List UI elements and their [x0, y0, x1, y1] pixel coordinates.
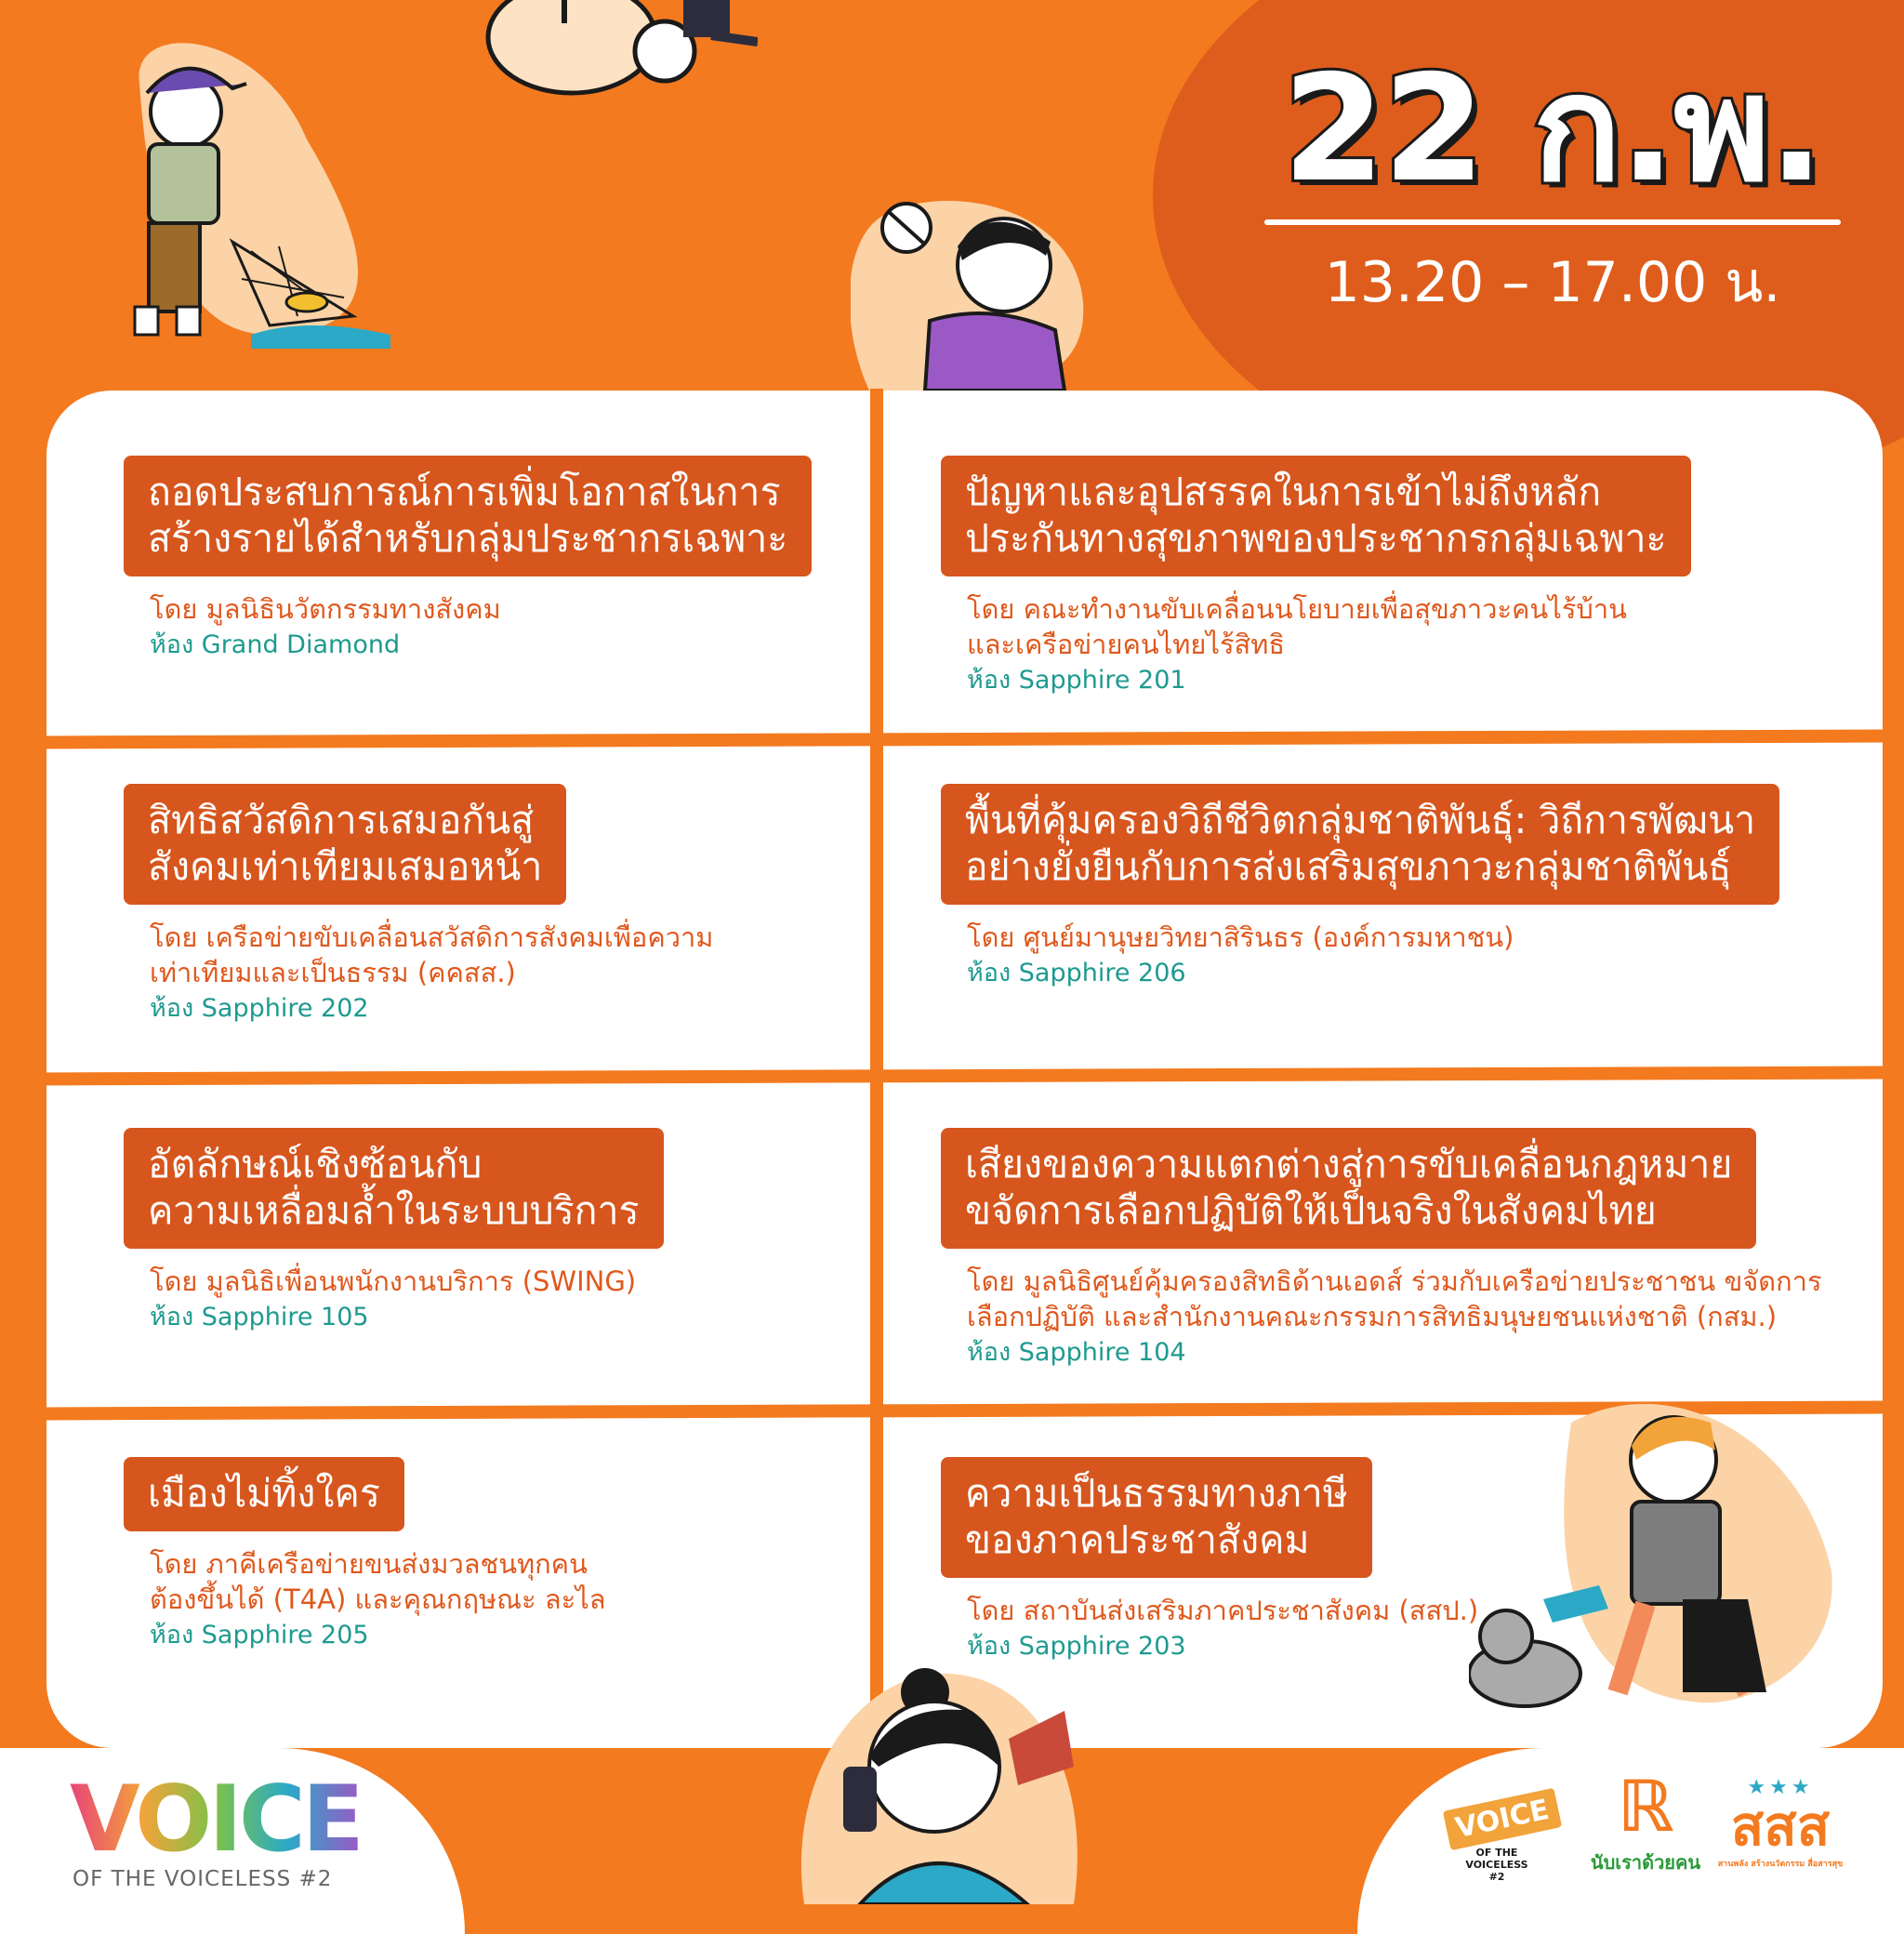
session-room: ห้อง Sapphire 202 [150, 994, 369, 1023]
deaf-person-illustration [851, 191, 1102, 391]
voice-badge-subtitle: OF THE VOICELESS [1465, 1847, 1528, 1871]
voice-logo-text: VOICE [70, 1767, 361, 1873]
session-title: ปัญหาและอุปสรรคในการเข้าไม่ถึงหลัก ประกันทางสุขภาพของประชากรกลุ่มเฉพาะ [941, 456, 1691, 576]
voice-badge-text: VOICE [1443, 1788, 1562, 1850]
event-date: 22 ก.พ. [1282, 44, 1823, 215]
count-us-in-logo [1585, 1765, 1706, 1877]
session-title: อัตลักษณ์เชิงซ้อนกับ ความเหลื่อมล้ำในระบบบริการ [124, 1128, 664, 1249]
voice-logo-subtitle: OF THE VOICELESS #2 [73, 1867, 333, 1891]
session-room: ห้อง Sapphire 201 [967, 666, 1186, 695]
date-underline [1264, 219, 1841, 225]
voice-badge-number: #2 [1488, 1871, 1505, 1883]
session-card [124, 456, 812, 662]
session-card [124, 784, 713, 1026]
session-card [941, 456, 1691, 697]
voice-logo [70, 1767, 361, 1873]
session-room: ห้อง Sapphire 205 [150, 1621, 369, 1649]
wheelchair-illustration [479, 0, 758, 102]
session-organizer: โดย มูลนิธิศูนย์คุ้มครองสิทธิด้านเอดส์ ร่วมกับเครือข่ายประชาชน ขจัดการ เลือกปฏิบัติ และสำนักงานคณะกรรมการสิทธิมนุษยชนแห่งชาติ (กสม.) [967, 1265, 1822, 1332]
thaihealth-text: สสส [1730, 1795, 1831, 1858]
session-organizer: โดย ภาคีเครือข่ายขนส่งมวลชนทุกคน ต้องขึ้นได้ (T4A) และคุณกฤษณะ ละไล [150, 1548, 606, 1615]
collector-with-dog-illustration [1469, 1385, 1841, 1729]
thaihealth-stars: ★★★ [1747, 1776, 1814, 1799]
session-room: ห้อง Sapphire 203 [967, 1632, 1186, 1661]
session-card [941, 784, 1779, 990]
session-organizer: โดย มูลนิธิเพื่อนพนักงานบริการ (SWING) [150, 1265, 637, 1297]
session-room: ห้อง Sapphire 105 [150, 1303, 369, 1331]
session-organizer: โดย สถาบันส่งเสริมภาคประชาสังคม (สสป.) [967, 1595, 1479, 1626]
count-us-in-text: นับเราด้วยคน [1590, 1851, 1701, 1874]
count-us-in-mark: ℝ [1617, 1765, 1674, 1848]
session-room: ห้อง Sapphire 104 [967, 1338, 1186, 1367]
session-title: ความเป็นธรรมทางภาษี ของภาคประชาสังคม [941, 1457, 1372, 1578]
woman-phone-illustration [786, 1664, 1092, 1904]
thaihealth-tagline: สานพลัง สร้างนวัตกรรม สื่อสารสุข [1717, 1860, 1844, 1869]
thaihealth-logo [1711, 1776, 1850, 1870]
voice-badge-logo [1446, 1793, 1553, 1883]
session-room: ห้อง Grand Diamond [150, 630, 401, 659]
session-title: เมืองไม่ทิ้งใคร [124, 1457, 404, 1531]
session-card [941, 1128, 1822, 1370]
session-title: ถอดประสบการณ์การเพิ่มโอกาสในการ สร้างรายได้สำหรับกลุ่มประชากรเฉพาะ [124, 456, 812, 576]
session-organizer: โดย มูลนิธินวัตกรรมทางสังคม [150, 593, 501, 625]
session-card [124, 1457, 606, 1652]
session-organizer: โดย เครือข่ายขับเคลื่อนสวัสดิการสังคมเพื่อความ เท่าเทียมและเป็นธรรม (คคสส.) [150, 921, 714, 988]
session-title: เสียงของความแตกต่างสู่การขับเคลื่อนกฎหมาย ขจัดการเลือกปฏิบัติให้เป็นจริงในสังคมไทย [941, 1128, 1756, 1249]
event-time: 13.20 – 17.00 น. [1324, 250, 1781, 315]
session-card [941, 1457, 1478, 1663]
session-card [124, 1128, 664, 1334]
fisherman-illustration [121, 28, 409, 353]
session-organizer: โดย ศูนย์มานุษยวิทยาสิรินธร (องค์การมหาชน) [967, 921, 1514, 953]
session-title: สิทธิสวัสดิการเสมอกันสู่ สังคมเท่าเทียมเสมอหน้า [124, 784, 566, 905]
session-organizer: โดย คณะทำงานขับเคลื่อนนโยบายเพื่อสุขภาวะคนไร้บ้าน และเครือข่ายคนไทยไร้สิทธิ [967, 593, 1627, 660]
event-date-block [1264, 44, 1841, 326]
session-room: ห้อง Sapphire 206 [967, 959, 1186, 987]
session-title: พื้นที่คุ้มครองวิถีชีวิตกลุ่มชาติพันธุ์: วิถีการพัฒนา อย่างยั่งยืนกับการส่งเสริมสุขภาวะกลุ่มชาติพันธุ์ [941, 784, 1779, 905]
